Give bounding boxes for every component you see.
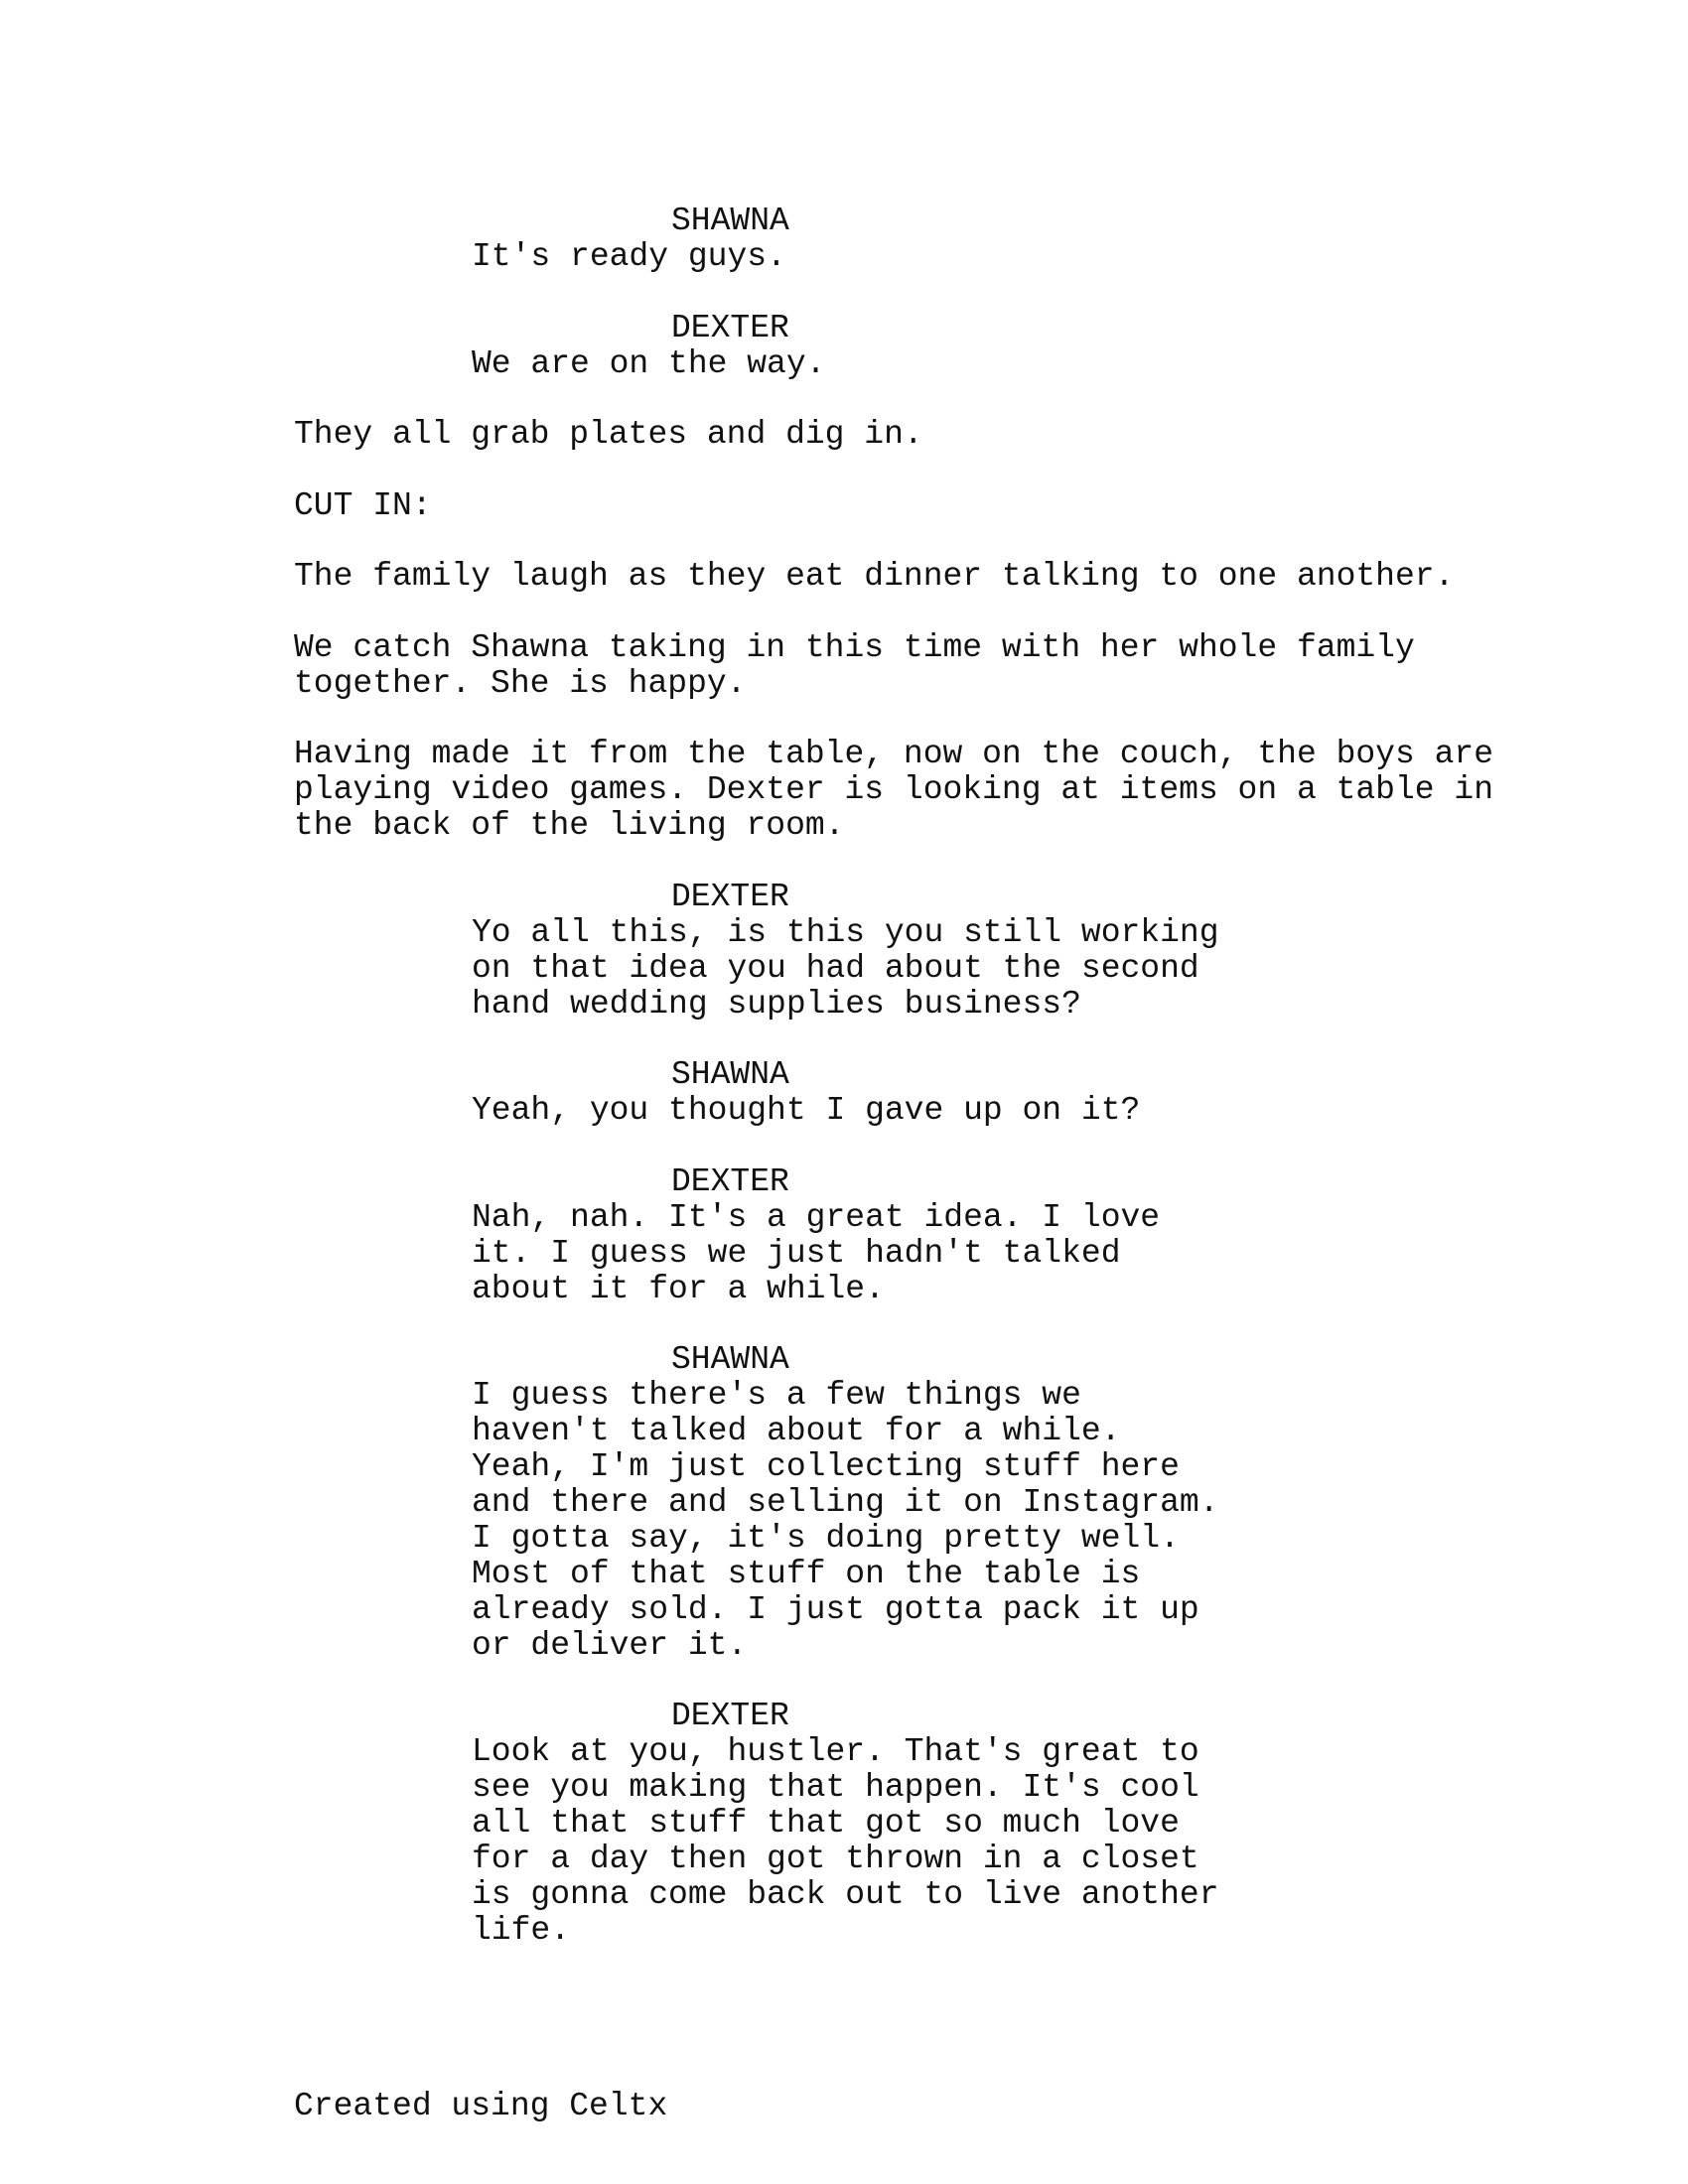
action-line: playing video games. Dexter is looking at items on a table in xyxy=(294,771,1493,808)
dialogue-line: about it for a while. xyxy=(472,1271,885,1307)
dialogue-line: all that stuff that got so much love xyxy=(472,1805,1180,1842)
dialogue-line: I guess there's a few things we xyxy=(472,1377,1081,1414)
dialogue-line: and there and selling it on Instagram. xyxy=(472,1484,1219,1521)
action-line: The family laugh as they eat dinner talking to one another. xyxy=(294,558,1455,595)
dialogue-line: see you making that happen. It's cool xyxy=(472,1769,1199,1806)
dialogue-line: Nah, nah. It's a great idea. I love xyxy=(472,1199,1161,1236)
character-cue: DEXTER xyxy=(671,1163,789,1200)
dialogue-line: life. xyxy=(472,1912,571,1949)
action-line: We catch Shawna taking in this time with her whole family xyxy=(294,629,1415,666)
dialogue-line: Yeah, I'm just collecting stuff here xyxy=(472,1448,1180,1485)
dialogue-line: already sold. I just gotta pack it up xyxy=(472,1591,1199,1628)
dialogue-line: It's ready guys. xyxy=(472,238,786,275)
dialogue-line: Most of that stuff on the table is xyxy=(472,1556,1141,1592)
dialogue-line: hand wedding supplies business? xyxy=(472,986,1081,1023)
character-cue: DEXTER xyxy=(671,879,789,915)
character-cue: DEXTER xyxy=(671,1698,789,1734)
action-line: together. She is happy. xyxy=(294,665,747,702)
dialogue-line: I gotta say, it's doing pretty well. xyxy=(472,1520,1180,1557)
transition-line: CUT IN: xyxy=(294,487,432,524)
dialogue-line: on that idea you had about the second xyxy=(472,950,1199,987)
character-cue: SHAWNA xyxy=(671,1341,789,1378)
action-line: Having made it from the table, now on the couch, the boys are xyxy=(294,736,1493,772)
dialogue-line: is gonna come back out to live another xyxy=(472,1876,1219,1913)
dialogue-line: Yeah, you thought I gave up on it? xyxy=(472,1092,1141,1129)
dialogue-line: haven't talked about for a while. xyxy=(472,1413,1121,1449)
dialogue-line: Look at you, hustler. That's great to xyxy=(472,1733,1199,1770)
dialogue-line: for a day then got thrown in a closet xyxy=(472,1841,1199,1877)
character-cue: SHAWNA xyxy=(671,203,789,239)
character-cue: DEXTER xyxy=(671,310,789,346)
action-line: the back of the living room. xyxy=(294,807,845,844)
dialogue-line: We are on the way. xyxy=(472,345,826,382)
dialogue-line: it. I guess we just hadn't talked xyxy=(472,1235,1121,1272)
action-line: They all grab plates and dig in. xyxy=(294,416,923,453)
dialogue-line: or deliver it. xyxy=(472,1627,748,1664)
dialogue-line: Yo all this, is this you still working xyxy=(472,914,1219,951)
page-footer: Created using Celtx xyxy=(294,2088,668,2124)
character-cue: SHAWNA xyxy=(671,1056,789,1093)
